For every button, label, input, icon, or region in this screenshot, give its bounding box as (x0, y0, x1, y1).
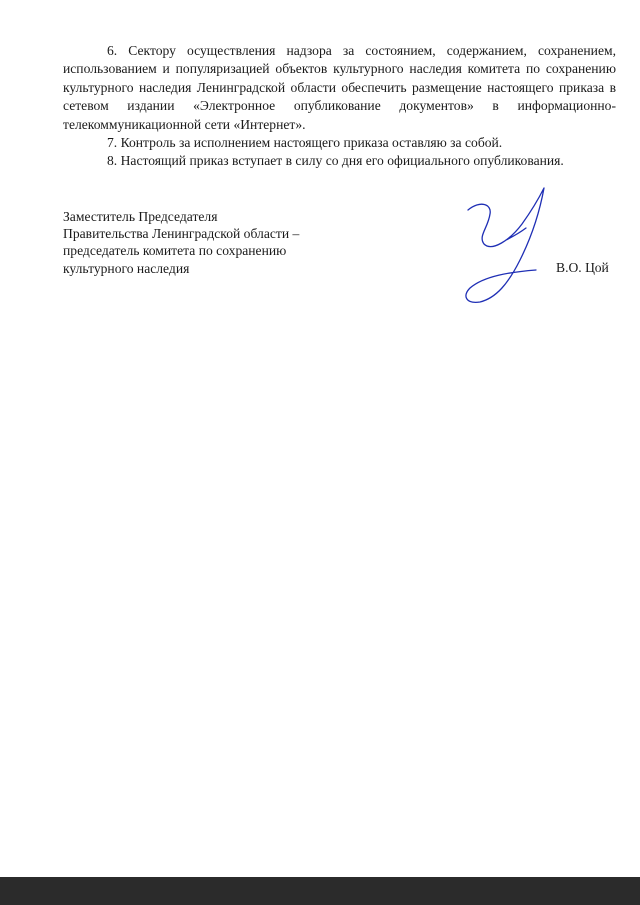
order-body (63, 42, 616, 171)
signer-title-line: Заместитель Председателя (63, 209, 218, 224)
signer-name: В.О. Цой (556, 260, 609, 275)
paragraph-7: 7. Контроль за исполнением настоящего приказа оставляю за собой. (107, 135, 503, 151)
paragraph-6: 6. Сектору осуществления надзора за состоянием, содержанием, сохранением, использованием и популяризацией объектов культурного наследия комитета по сохранению культурного наследия Ленинградской области обеспечить размещение настоящего приказа в сетевом издании «Электронное опубликование документов» в информационно-телекоммуникационной сети «Интернет». (63, 43, 616, 132)
signer-title-line: Правительства Ленинградской области – (63, 226, 300, 242)
signer-title (63, 208, 299, 277)
signer-title-line: председатель комитета по сохранению (63, 243, 287, 259)
signer-title-line: культурного наследия (63, 260, 190, 276)
scan-border (0, 877, 640, 905)
paragraph-8: 8. Настоящий приказ вступает в силу со дня его официального опубликования. (107, 153, 564, 169)
handwritten-signature-icon (440, 180, 560, 310)
